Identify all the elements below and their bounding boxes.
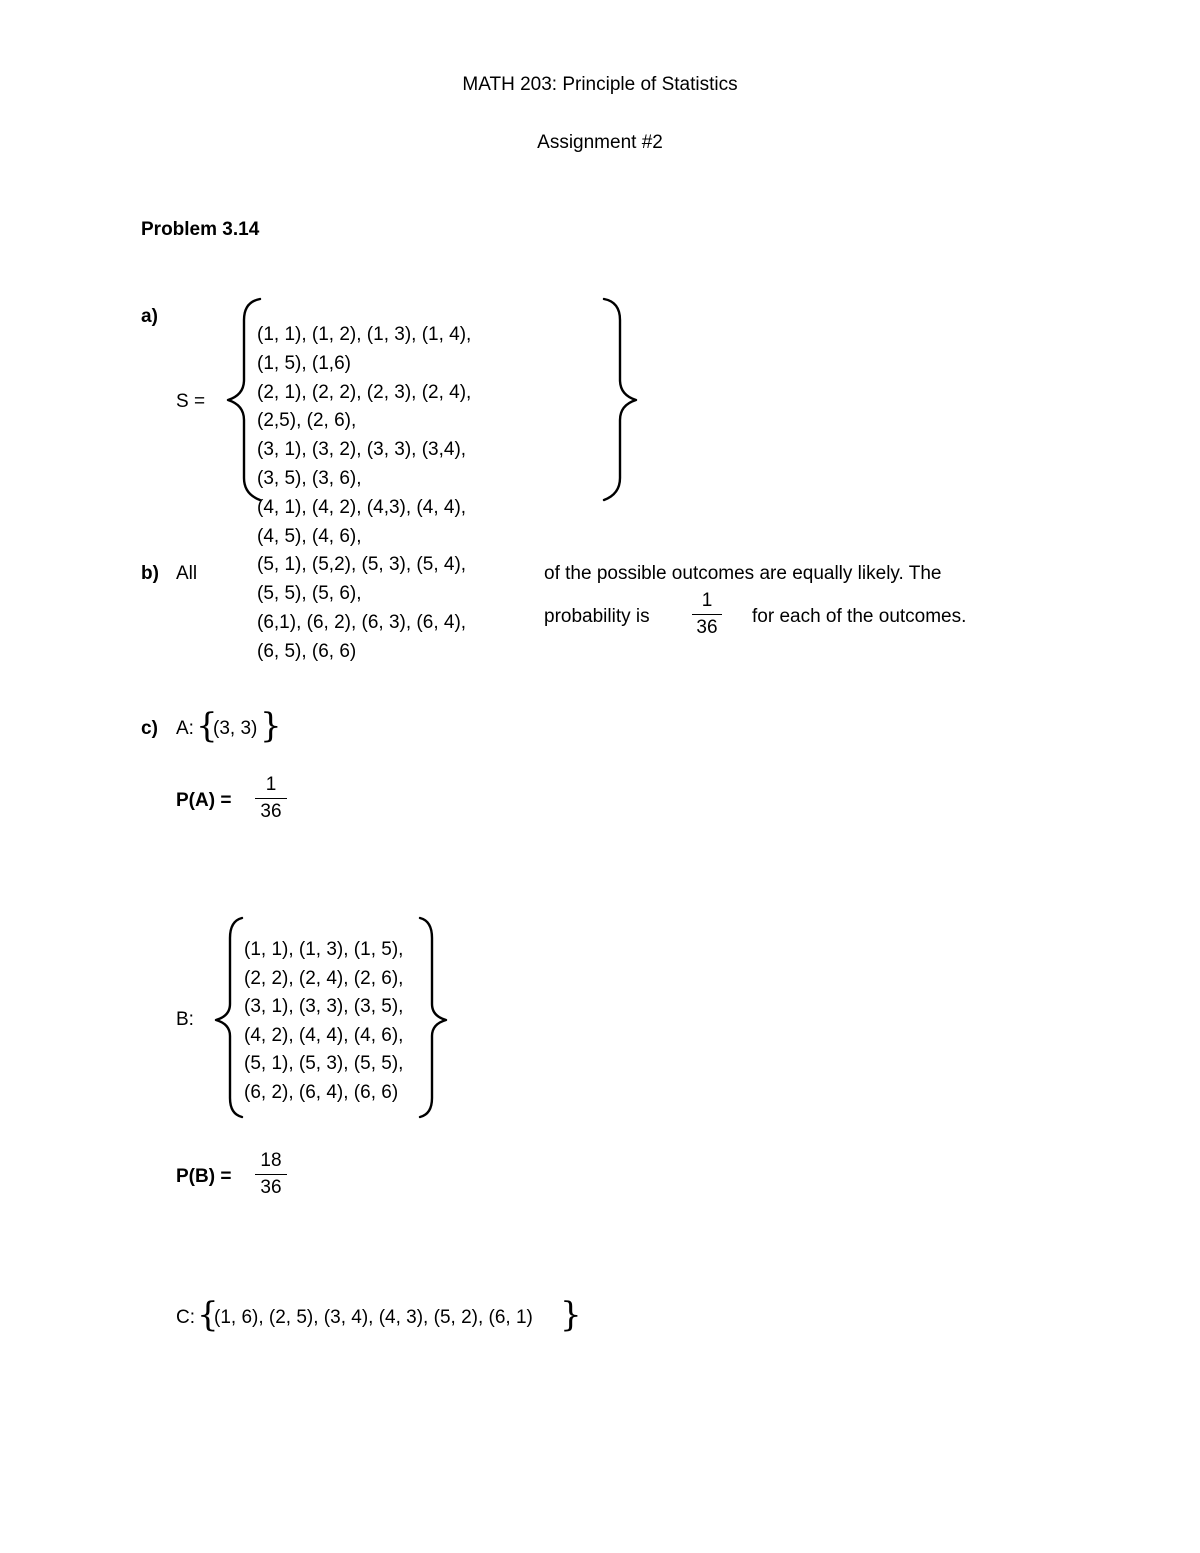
part-b-sentence-2a: probability is — [544, 606, 650, 627]
fraction-numerator: 18 — [260, 1150, 282, 1171]
event-b-line: (2, 2), (2, 4), (2, 6), — [244, 967, 404, 989]
event-a-open-brace: { — [196, 706, 218, 746]
prob-a-label: P(A) = — [176, 790, 232, 811]
part-a-label: a) — [141, 306, 158, 327]
fraction-bar — [255, 1174, 287, 1175]
event-b-right-brace — [410, 912, 454, 1122]
event-a-prefix: A: — [176, 718, 194, 739]
event-c-prefix: C: — [176, 1307, 195, 1328]
event-c-open-brace: { — [197, 1295, 219, 1335]
event-b-line: (4, 2), (4, 4), (4, 6), — [244, 1024, 404, 1046]
event-b-line: (1, 1), (1, 3), (1, 5), — [244, 939, 404, 960]
event-b-prefix: B: — [176, 1009, 194, 1030]
event-c-close-brace: } — [560, 1295, 582, 1335]
outcome-line: (5, 1), (5,2), (5, 3), (5, 4), — [257, 554, 467, 576]
sample-space-right-brace — [596, 292, 646, 510]
prob-a-fraction — [255, 774, 287, 823]
outcome-line: (3, 5), (3, 6), — [257, 467, 362, 489]
assignment-title: Assignment #2 — [537, 132, 663, 153]
course-title: MATH 203: Principle of Statistics — [462, 74, 738, 95]
event-b-line: (6, 2), (6, 4), (6, 6) — [244, 1081, 399, 1103]
fraction-denominator: 36 — [696, 617, 718, 638]
fraction-bar — [692, 614, 722, 615]
outcome-line: (4, 1), (4, 2), (4,3), (4, 4), — [257, 496, 467, 518]
prob-b-fraction — [255, 1150, 287, 1199]
fraction-denominator: 36 — [260, 801, 282, 822]
fraction-denominator: 36 — [260, 1177, 282, 1198]
outcome-line: (5, 5), (5, 6), — [257, 583, 362, 605]
part-c-label: c) — [141, 718, 158, 739]
event-b-line: (3, 1), (3, 3), (3, 5), — [244, 996, 404, 1018]
fraction-numerator: 1 — [701, 590, 713, 611]
fraction-bar — [255, 798, 287, 799]
outcome-probability-fraction — [692, 590, 722, 639]
fraction-numerator: 1 — [265, 774, 277, 795]
outcome-line: (2,5), (2, 6), — [257, 410, 357, 432]
event-b-outcomes — [244, 936, 403, 1108]
outcome-line: (2, 1), (2, 2), (2, 3), (2, 4), — [257, 381, 472, 403]
outcome-line: (4, 5), (4, 6), — [257, 525, 362, 547]
part-b-sentence-2b: for each of the outcomes. — [752, 606, 967, 627]
event-a-close-brace: } — [260, 706, 282, 746]
sample-space-label: S = — [176, 391, 206, 412]
outcome-line: (6, 5), (6, 6) — [257, 640, 357, 662]
part-b-all: All — [176, 563, 198, 584]
outcome-line: (3, 1), (3, 2), (3, 3), (3,4), — [257, 439, 467, 461]
outcome-line: (6,1), (6, 2), (6, 3), (6, 4), — [257, 611, 467, 633]
event-a-contents: (3, 3) — [213, 718, 258, 739]
outcome-line: (1, 5), (1,6) — [257, 352, 351, 374]
part-b-sentence-1: of the possible outcomes are equally likely. The — [544, 563, 942, 584]
part-b-label: b) — [141, 563, 159, 584]
sample-space-outcomes — [257, 321, 471, 667]
prob-b-label: P(B) = — [176, 1166, 232, 1187]
outcome-line: (1, 1), (1, 2), (1, 3), (1, 4), — [257, 324, 472, 345]
problem-title: Problem 3.14 — [141, 219, 260, 240]
event-b-line: (5, 1), (5, 3), (5, 5), — [244, 1053, 404, 1075]
event-c-contents: (1, 6), (2, 5), (3, 4), (4, 3), (5, 2), (6, 1) — [214, 1307, 533, 1328]
